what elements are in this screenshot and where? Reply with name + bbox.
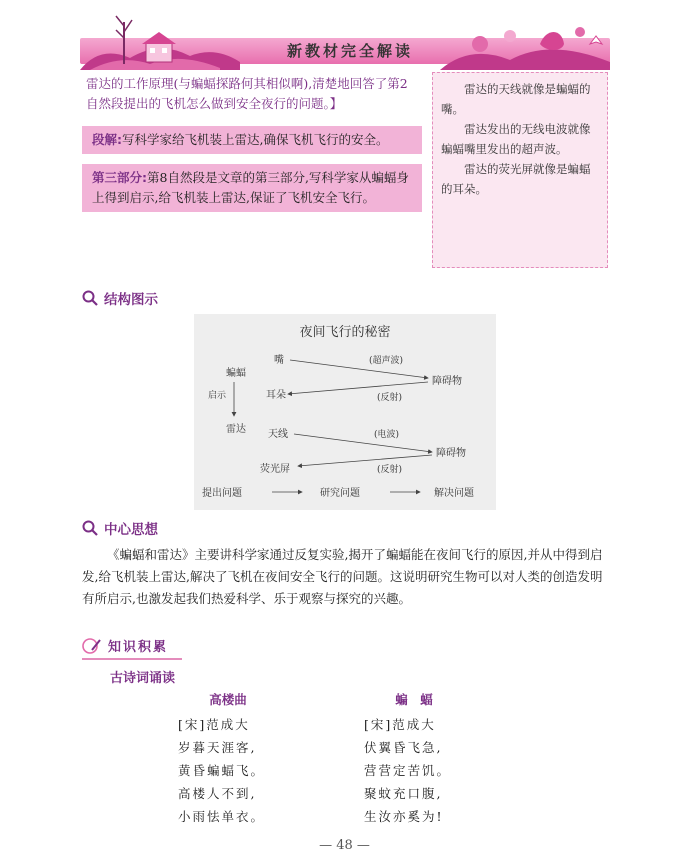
- structure-heading-label: 结构图示: [104, 292, 158, 308]
- poem-line: 小雨怯单衣。: [178, 809, 266, 824]
- diagram-title: 夜间飞行的秘密: [299, 325, 391, 340]
- poem-bianfu: [364, 688, 464, 828]
- flow-step-2: 研究问题: [320, 488, 360, 499]
- arrow-mouth-to-obstacle: [290, 360, 428, 378]
- summary-lead: 段解:: [92, 132, 122, 147]
- center-heading: [82, 518, 158, 538]
- poem-line: 黄昏蝙蝠飞。: [178, 763, 266, 778]
- label-reflect-2: (反射): [377, 465, 403, 475]
- analysis-column: [82, 72, 422, 212]
- pen-icon: [82, 637, 102, 655]
- poem-line: 岁暮天涯客,: [178, 740, 257, 755]
- part-three-lead: 第三部分:: [92, 170, 147, 185]
- arrow-obstacle-to-screen: [298, 455, 432, 466]
- poem-title: 蝙 蝠: [395, 692, 433, 707]
- structure-diagram: [194, 314, 496, 510]
- label-radar: 雷达: [226, 424, 246, 435]
- poem-line: 营营定苦饥。: [364, 763, 452, 778]
- label-ear: 耳朵: [266, 390, 286, 401]
- flow-step-1: 提出问题: [202, 488, 242, 499]
- magnifier-icon: [82, 290, 98, 306]
- poem-author: [宋]范成大: [178, 717, 250, 732]
- label-obstacle-1: 障碍物: [432, 376, 462, 387]
- arrow-antenna-to-obstacle: [294, 434, 432, 452]
- label-obstacle-2: 障碍物: [436, 448, 466, 459]
- label-mouth: 嘴: [274, 355, 284, 366]
- side-note: 雷达的天线就像是蝙蝠的嘴。: [441, 82, 591, 116]
- page-number: — 48 —: [319, 838, 370, 853]
- section-summary-box: [82, 126, 422, 154]
- magnifier-icon: [82, 520, 98, 536]
- label-ultrasound: (超声波): [369, 356, 404, 366]
- poem-line: 伏翼昏飞急,: [364, 740, 443, 755]
- poem-author: [宋]范成大: [364, 717, 436, 732]
- center-thought-text: 《蝙蝠和雷达》主要讲科学家通过反复实验,揭开了蝙蝠能在夜间飞行的原因,并从中得到启发,给飞机装上雷达,解决了飞机在夜间安全飞行的问题。这说明研究生物可以对人类的创造发明有所启示,也激发起我们热爱科学、乐于观察与探究的兴趣。: [82, 547, 603, 606]
- center-heading-label: 中心思想: [104, 522, 158, 538]
- side-note: 雷达的荧光屏就像是蝙蝠的耳朵。: [441, 162, 591, 196]
- header-title: 新教材完全解读: [286, 42, 413, 60]
- analysis-text: 雷达的工作原理(与蝙蝠探路何其相似啊),清楚地回答了第2自然段提出的飞机怎么做到安全夜行的问题。】: [86, 76, 408, 111]
- summary-text: 写科学家给飞机装上雷达,确保飞机飞行的安全。: [122, 132, 389, 147]
- label-antenna: 天线: [268, 429, 288, 440]
- knowledge-underline: [82, 658, 182, 660]
- label-bat: 蝙蝠: [226, 368, 246, 379]
- side-notes: [432, 72, 608, 268]
- poem-subheading: 古诗词诵读: [110, 671, 176, 686]
- poem-line: 聚蚊充口腹,: [364, 786, 443, 801]
- knowledge-label: 知识积累: [108, 640, 169, 655]
- label-reflect-1: (反射): [377, 393, 403, 403]
- poem-line: 生汝亦奚为!: [364, 809, 444, 824]
- page-header: [0, 0, 689, 72]
- label-screen: 荧光屏: [260, 464, 290, 475]
- tree-house-icon: [112, 8, 192, 68]
- poem-line: 高楼人不到,: [178, 786, 257, 801]
- label-wave: (电波): [374, 430, 400, 440]
- poem-title: 高楼曲: [209, 692, 247, 707]
- label-inspire: 启示: [208, 391, 227, 401]
- side-note: 雷达发出的无线电波就像蝙蝠嘴里发出的超声波。: [441, 122, 591, 156]
- part-three-box: [82, 164, 422, 212]
- flow-step-3: 解决问题: [434, 488, 474, 499]
- structure-heading: [82, 288, 158, 308]
- part-three-text: 第8自然段是文章的第三部分,写科学家从蝙蝠身上得到启示,给飞机装上雷达,保证了飞机安全飞行。: [92, 170, 409, 205]
- knowledge-heading: [82, 636, 168, 655]
- poem-gaolouqu: [178, 688, 278, 828]
- arrow-obstacle-to-ear: [288, 382, 428, 394]
